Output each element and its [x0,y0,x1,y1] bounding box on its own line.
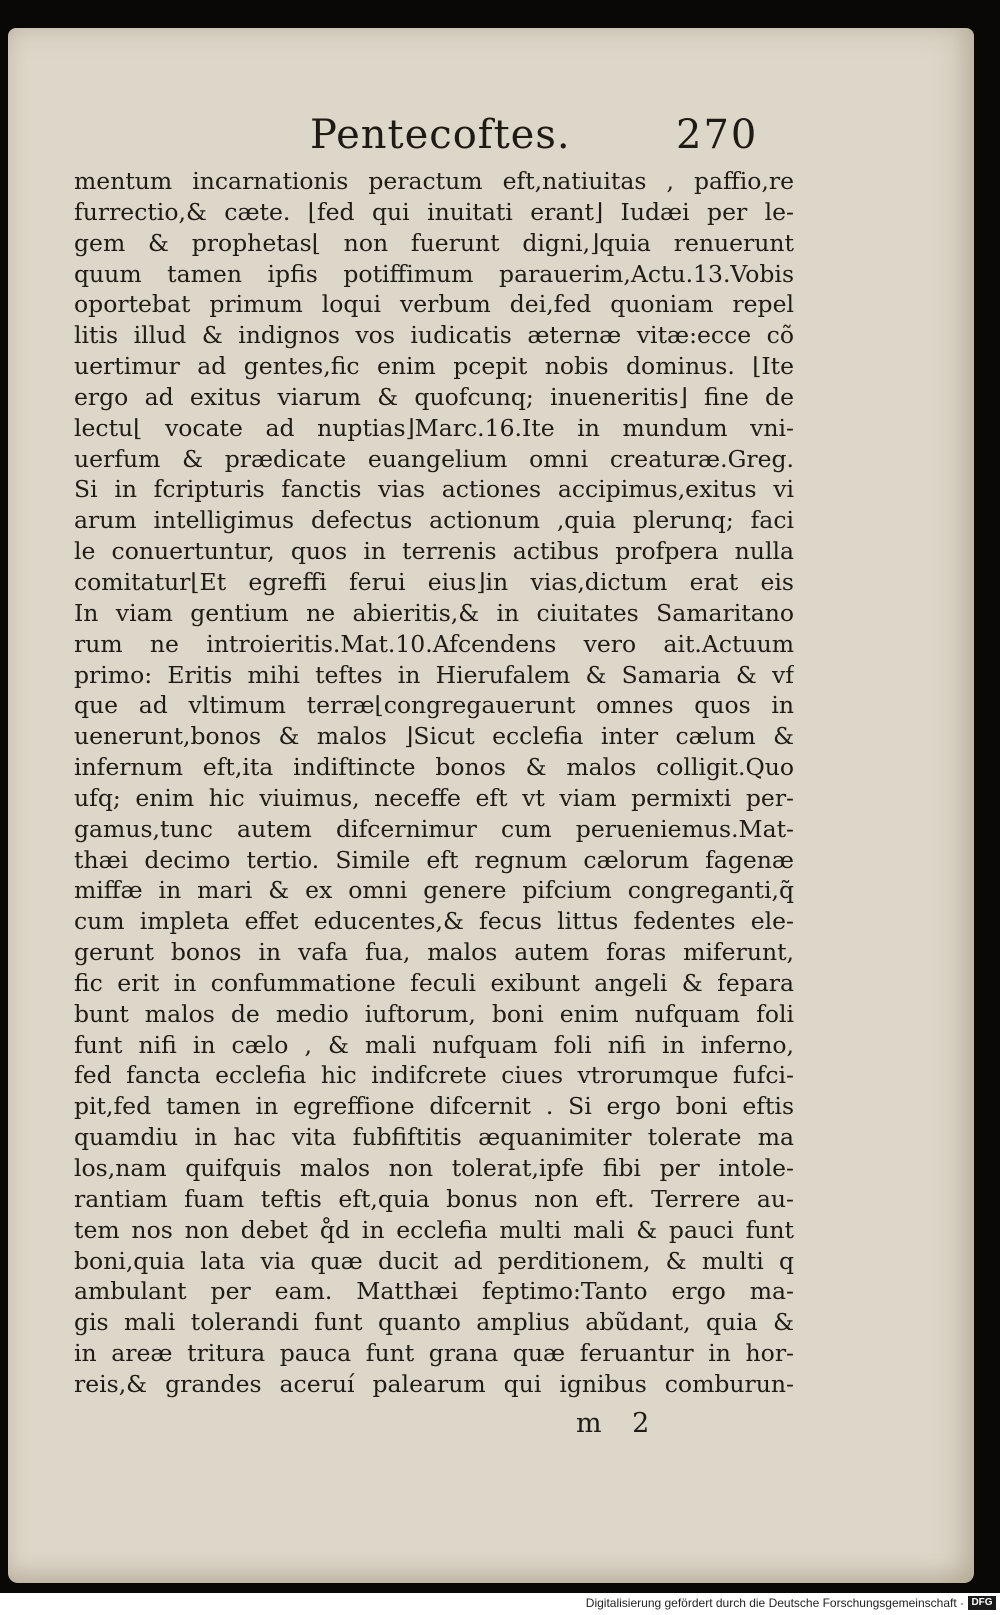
text-line: comitatur⌊Et egreffi ferui eius⌋in vias,dictum erat eis [74,567,794,596]
footer-bar [0,1593,1000,1615]
text-line: Si in fcripturis fanctis vias actiones accipimus,exitus vi [74,475,794,504]
text-line: litis illud & indignos vos iudicatis æternæ vitæ:ecce cõ [74,321,794,350]
text-line: reis,& grandes aceruí palearum qui ignibus comburun- [74,1369,794,1398]
text-line: cum impleta effet educentes,& fecus littus fedentes ele- [74,907,794,936]
running-title: Pentecoftes. [310,112,571,158]
text-line: los,nam quifquis malos non tolerat,ipfe fibi per intole- [74,1154,794,1182]
text-line: gerunt bonos in vafa fua, malos autem foras miferunt, [74,938,794,967]
text-line: fic erit in confummatione feculi exibunt angeli & fepara [74,968,794,997]
text-line: rum ne introieritis.Mat.10.Afcendens vero ait.Actuum [74,629,794,658]
text-line: ergo ad exitus viarum & quofcunq; inueneritis⌋ fine de [74,382,794,411]
text-line: uerfum & prædicate euangelium omni creaturæ.Greg. [74,444,794,473]
text-line: uertimur ad gentes,fic enim pcepit nobis dominus. ⌊Ite [74,352,794,381]
text-line: ambulant per eam. Matthæi feptimo:Tanto ergo ma- [74,1277,794,1306]
text-line: lectu⌊ vocate ad nuptias⌋Marc.16.Ite in mundum vni- [74,413,794,442]
text-line: uenerunt,bonos & malos ⌋Sicut ecclefia inter cælum & [74,722,794,751]
text-line: mentum incarnationis peractum eft,natiuitas , paffio,re [74,167,794,195]
text-line: miffæ in mari & ex omni genere pifcium congreganti,q̃ [74,876,794,905]
text-line: le conuertuntur, quos in terrenis actibus profpera nulla [74,537,794,566]
page-header [8,88,974,168]
text-line: In viam gentium ne abieritis,& in ciuitates Samaritano [74,598,794,627]
text-line: boni,quia lata via quæ ducit ad perditionem, & multi q [74,1246,794,1275]
folio-number: 270 [676,112,759,158]
text-line: fed fancta ecclefia hic indifcrete ciues vtrorumque fufci- [74,1061,794,1090]
text-line: quamdiu in hac vita fubfiftitis æquanimiter tolerate ma [74,1123,794,1152]
footer-credit: Digitalisierung gefördert durch die Deutsche Forschungsgemeinschaft · [585,1596,964,1610]
text-line: gis mali tolerandi funt quanto amplius abũdant, quia & [74,1308,794,1337]
text-line: quum tamen ipfis potiffimum parauerim,Actu.13.Vobis [74,259,794,288]
text-line: arum intelligimus defectus actionum ,quia plerunq; faci [74,506,794,535]
text-line: ufq; enim hic viuimus, neceffe eft vt viam permixti per- [74,783,794,812]
text-line: bunt malos de medio iuftorum, boni enim nufquam foli [74,999,794,1028]
text-line: pit,fed tamen in egreffione difcernit . Si ergo boni eftis [74,1092,794,1121]
text-line: que ad vltimum terræ⌊congregauerunt omnes quos in [74,691,794,720]
signature-mark: m 2 [576,1408,650,1439]
text-line: infernum eft,ita indiftincte bonos & malos colligit.Quo [74,753,794,782]
text-line: gem & prophetas⌊ non fuerunt digni,⌋quia renuerunt [74,228,794,257]
text-line: funt nifi in cælo , & mali nufquam foli nifi in inferno, [74,1030,794,1059]
text-line: furrectio,& cæte. ⌊fed qui inuitati erant⌋ Iudæi per le- [74,197,794,226]
dfg-logo: DFG [968,1596,996,1610]
text-line: oportebat primum loqui verbum dei,fed quoniam repel [74,290,794,319]
text-line: gamus,tunc autem difcernimur cum perueniemus.Mat- [74,814,794,843]
body-text [74,166,794,1400]
text-line: primo: Eritis mihi teftes in Hierufalem & Samaria & vf [74,660,794,689]
text-line: thæi decimo tertio. Simile eft regnum cælorum fagenæ [74,845,794,874]
text-line: tem nos non debet q̊d in ecclefia multi mali & pauci funt [74,1215,794,1244]
text-line: rantiam fuam teftis eft,quia bonus non eft. Terrere au- [74,1184,794,1213]
book-page [8,28,974,1583]
text-line: in areæ tritura pauca funt grana quæ feruantur in hor- [74,1339,794,1368]
